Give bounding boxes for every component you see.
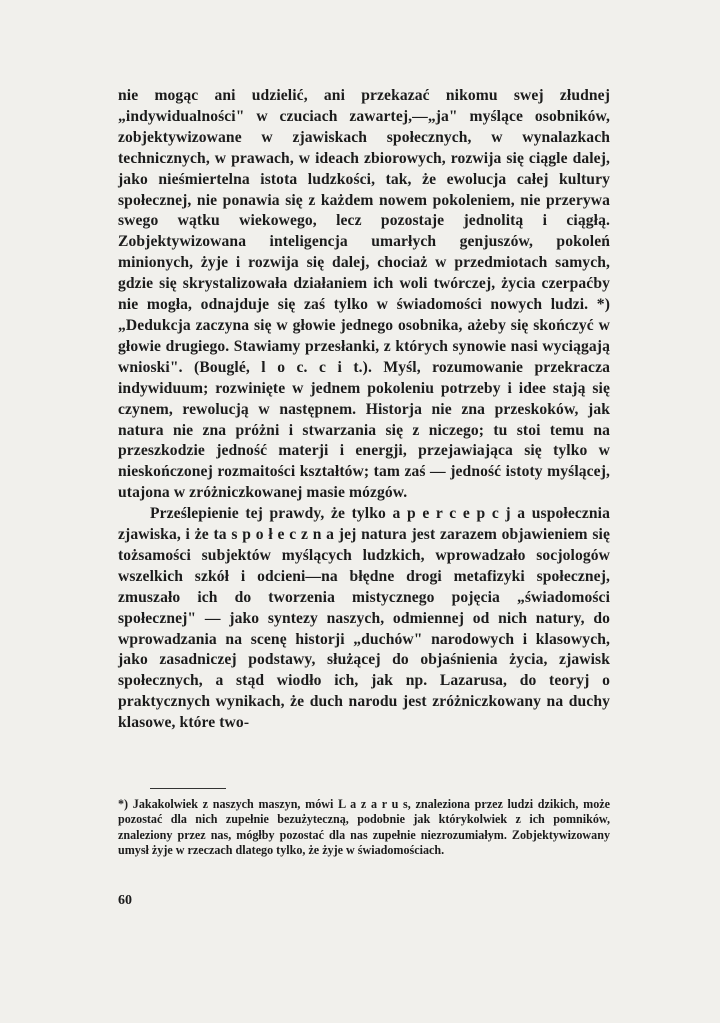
footnote: *) Jakakolwiek z naszych maszyn, mówi L a z a r u s, znaleziona przez ludzi dzikich, może pozostać dla nich zupełnie bezużyteczną, podobnie jak którykolwiek z ich pomników, znaleziony przez nas, mógłby pozostać dla nas zupełnie niezrozumiałym. Zobjektywizowany umysł żyje w rzeczach dlatego tylko, że żyje w świadomościach. — [118, 797, 610, 858]
page-number: 60 — [118, 893, 132, 908]
paragraph-apperception: Prześlepienie tej prawdy, że tylko a p e r c e p c j a uspołecznia zjawiska, i że ta s p o ł e c z n a jej natura jest zarazem objawieniem się tożsamości subjektów myślących ludzkich, wprowadzało socjologów wszelkich szkół i odcieni—na błędne drogi metafizyki społecznej, zmuszało ich do tworzenia mistycznego pojęcia „świadomości społecznej" — jako syntezy naszych, odmiennej od nich natury, do wprowadzania na scenę historji „duchów" narodowych i klasowych, jako zasadniczej podstawy, służącej do objaśnienia życia, zjawisk społecznych, a stąd wiodło ich, jak np. Lazarusa, do teoryj o praktycznych wynikach, że duch narodu jest zróżniczkowany na duchy klasowe, które two- — [118, 505, 610, 732]
footnote-separator — [150, 788, 226, 789]
main-text — [118, 86, 610, 734]
paragraph-continuation: nie mogąc ani udzielić, ani przekazać nikomu swej złudnej „indywidualności" w czuciach zawartej,—„ja" myślące osobników, zobjektywizowane w zjawiskach społecznych, w wynalazkach technicznych, w prawach, w ideach zbiorowych, rozwija się ciągle dalej, jako nieśmiertelna istota ludzkości, tak, że ewolucja całej kultury społecznej, nie ponawia się z każdem nowem pokoleniem, nie przerywa swego wątku wiekowego, lecz pozostaje jednolitą i ciągłą. Zobjektywizowana inteligencja umarłych genjuszów, pokoleń minionych, żyje i rozwija się dalej, chociaż w przedmiotach samych, gdzie się skrystalizowała działaniem ich woli twórczej, życia czerpaćby nie mogła, odnajduje się zaś tylko w świadomości nowych ludzi. *) „Dedukcja zaczyna się w głowie jednego osobnika, ażeby się skończyć w głowie drugiego. Stawiamy przesłanki, z których synowie nasi wyciągają wnioski". (Bouglé, l o c. c i t.). Myśl, rozumowanie przekracza indywiduum; rozwinięte w jednem pokoleniu potrzeby i idee stają się czynem, rewolucją w następnem. Historja nie zna przeskoków, jak natura nie zna próżni i stwarzania się z niczego; tu stoi temu na przeszkodzie jedność materji i energji, przejawiająca się tylko w nieskończonej rozmaitości kształtów; tam zaś — jedność istoty myślącej, utajona w zróżniczkowanej masie mózgów. — [118, 87, 610, 502]
